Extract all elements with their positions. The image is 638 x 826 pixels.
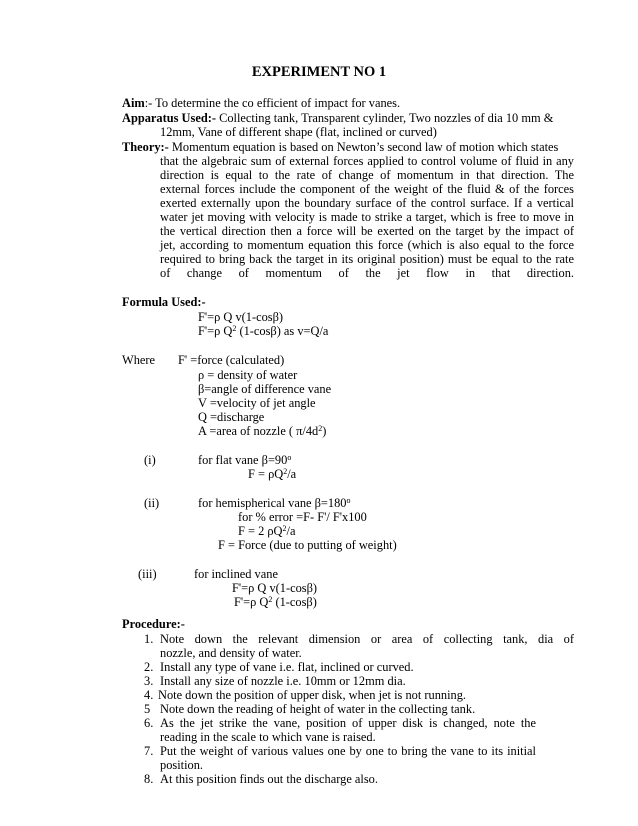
formula-1: F'=ρ Q v(1-cosβ) bbox=[198, 310, 284, 324]
step-5-num: 5 bbox=[144, 702, 151, 716]
step-7-line-1: Put the weight of various values one by one to bring the vane to its initial bbox=[160, 744, 536, 758]
step-4-line: Note down the position of upper disk, when jet is not running. bbox=[158, 688, 467, 702]
step-7-line-2: position. bbox=[160, 758, 204, 772]
case-i-formula: $F = \rho Q^2/a$ bbox=[248, 467, 297, 481]
theory-line-8: jet, according to momentum equation this force (which is also equal to the force bbox=[160, 238, 574, 252]
where-force: F' =force (calculated) bbox=[178, 353, 285, 367]
step-6-num: 6. bbox=[144, 716, 154, 730]
where-area: A =area of nozzle ( $\pi/4d^2$) bbox=[198, 424, 327, 438]
step-3-num: 3. bbox=[144, 674, 154, 688]
step-5-line: Note down the reading of height of water in the collecting tank. bbox=[160, 702, 476, 716]
theory-line-1: Theory:- Momentum equation is based on Newton’s second law of motion which states bbox=[122, 140, 559, 154]
apparatus-line-1: Apparatus Used:- Collecting tank, Transparent cylinder, Two nozzles of dia 10 mm & bbox=[122, 111, 554, 125]
step-2-num: 2. bbox=[144, 660, 154, 674]
case-iii-formula-1: F'=ρ Q v(1-cosβ) bbox=[232, 581, 318, 595]
step-2-line: Install any type of vane i.e. flat, inclined or curved. bbox=[160, 660, 414, 674]
case-ii-force: F = Force (due to putting of weight) bbox=[218, 538, 397, 552]
formula-heading: Formula Used:- bbox=[122, 295, 206, 309]
theory-line-5: exerted externally upon the boundary surface of the control surface. If a vertical bbox=[160, 196, 574, 210]
step-1-line-1: Note down the relevant dimension or area of collecting tank, dia of bbox=[160, 632, 574, 646]
step-6-line-2: reading in the scale to which vane is raised. bbox=[160, 730, 376, 744]
where-label: Where bbox=[122, 353, 156, 367]
where-discharge: Q =discharge bbox=[198, 410, 265, 424]
step-7-num: 7. bbox=[144, 744, 154, 758]
theory-line-10: of change of momentum of the jet flow in that direction. bbox=[160, 266, 574, 280]
step-6-line-1: As the jet strike the vane, position of upper disk is changed, note the bbox=[160, 716, 536, 730]
step-1-line-2: nozzle, and density of water. bbox=[160, 646, 302, 660]
step-8-num: 8. bbox=[144, 772, 154, 786]
theory-line-2: that the algebraic sum of external forces applied to control volume of fluid in any bbox=[160, 154, 574, 168]
theory-line-4: external forces include the component of the weight of the fluid & of the forces bbox=[160, 182, 574, 196]
where-density: ρ = density of water bbox=[198, 368, 298, 382]
step-8-line: At this position finds out the discharge also. bbox=[160, 772, 378, 786]
step-3-line: Install any size of nozzle i.e. 10mm or 12mm dia. bbox=[160, 674, 406, 688]
theory-line-7: the vertical direction then a force will be exerted on the target by the impact of bbox=[160, 224, 574, 238]
case-iii-desc: for inclined vane bbox=[194, 567, 278, 581]
case-ii-desc: for hemispherical vane $\beta=180^o$ bbox=[198, 496, 351, 510]
procedure-heading: Procedure:- bbox=[122, 617, 185, 631]
step-1-num: 1. bbox=[144, 632, 154, 646]
case-ii-label: (ii) bbox=[144, 496, 160, 510]
where-angle: β=angle of difference vane bbox=[198, 382, 332, 396]
case-iii-label: (iii) bbox=[138, 567, 157, 581]
case-ii-error: for % error =F- F'/ F'x100 bbox=[238, 510, 367, 524]
theory-line-6: water jet moving with velocity is made to strike a target, which is free to move in bbox=[160, 210, 574, 224]
case-i-desc: for flat vane $\beta=90^o$ bbox=[198, 453, 292, 467]
formula-2: F'=ρ $Q^2$ (1-cosβ) as v=Q/a bbox=[198, 324, 329, 338]
case-ii-formula: F = 2 $\rho Q^2/a$ bbox=[238, 524, 296, 538]
where-velocity: V =velocity of jet angle bbox=[198, 396, 316, 410]
aim-line: Aim:- To determine the co efficient of impact for vanes. bbox=[122, 96, 401, 110]
step-4-num: 4. bbox=[144, 688, 154, 702]
theory-line-3: direction is equal to the rate of change of momentum in that direction. The bbox=[160, 168, 574, 182]
apparatus-line-2: 12mm, Vane of different shape (flat, inclined or curved) bbox=[160, 125, 437, 139]
page-title: EXPERIMENT NO 1 bbox=[251, 64, 387, 80]
theory-line-9: required to bring back the target in its original position) must be equal to the rate bbox=[160, 252, 574, 266]
case-iii-formula-2: F'=ρ $Q^2$ (1-cosβ) bbox=[234, 595, 317, 609]
case-i-label: (i) bbox=[144, 453, 156, 467]
